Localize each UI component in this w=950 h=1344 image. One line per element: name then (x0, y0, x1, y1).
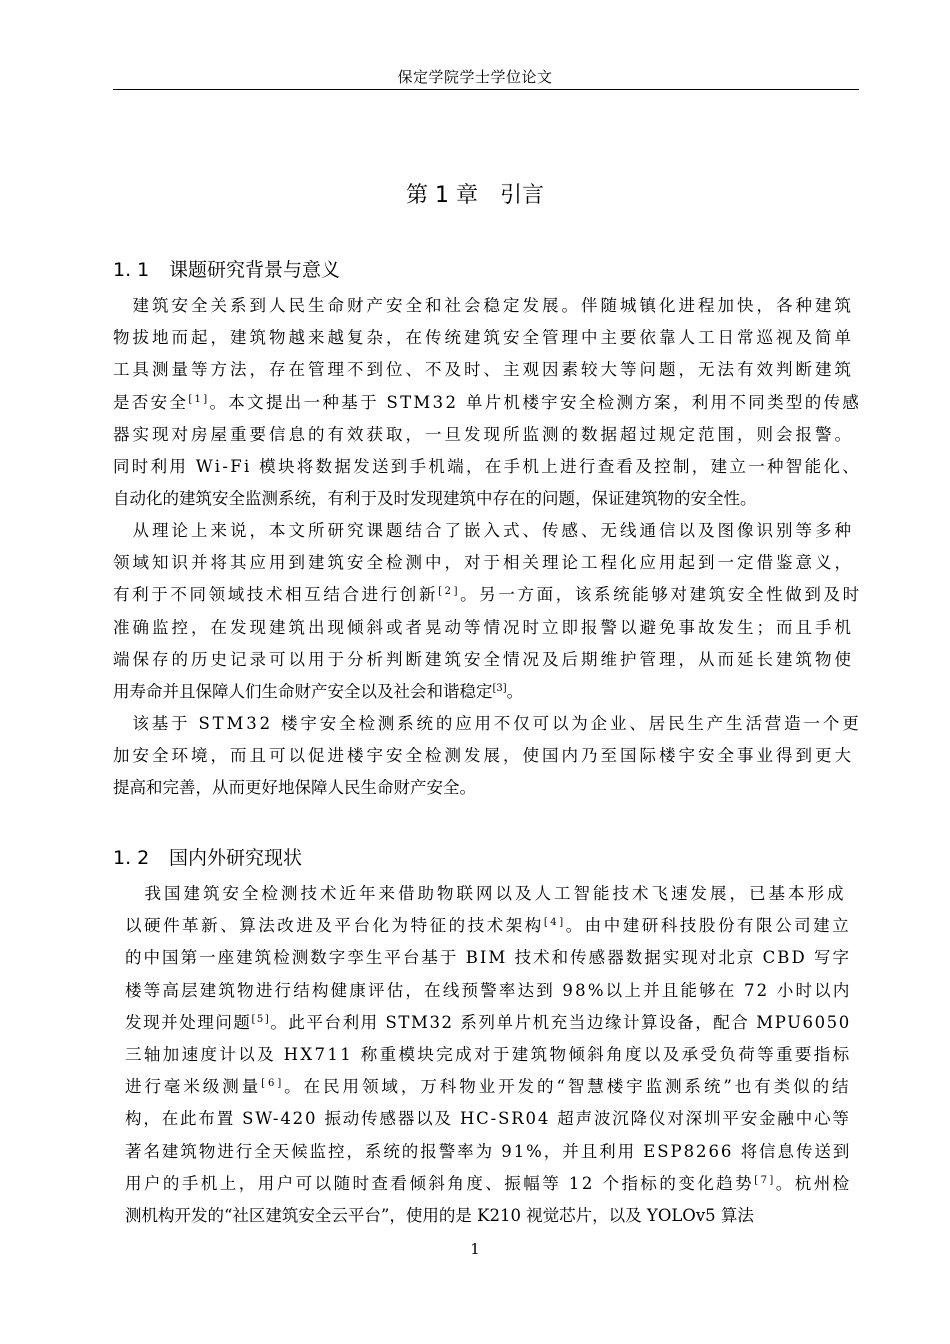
paragraph (113, 708, 862, 805)
text-line (125, 1200, 849, 1232)
chapter-title: 第 1 章 引言 (406, 183, 544, 208)
text-run: 该基于 STM32 楼宇安全检测系统的应用不仅可以为企业、居民生产生活营造一个更 (113, 714, 862, 733)
text-line (113, 322, 859, 354)
text-run: 自动化的建筑安全监测系统，有利于及时发现建筑中存在的问题，保证建筑物的安全性。 (113, 489, 757, 509)
text-run: 发现并处理问题 (125, 1012, 252, 1032)
text-line (113, 612, 859, 644)
text-line (113, 515, 859, 547)
citation-ref: [1] (188, 393, 210, 405)
text-line (125, 1071, 852, 1103)
text-run: 。此平台利用 STM32 系列单片机充当边缘计算设备，配合 MPU6050 (270, 1012, 851, 1032)
section-title: 国内外研究现状 (169, 847, 303, 869)
text-run: 。另一方面，该系统能够对建筑安全性做到及时 (460, 585, 862, 605)
text-run: 。本文提出一种基于 STM32 单片机楼宇安全检测方案，利用不同类型的传感 (209, 392, 862, 412)
text-run: 用户的手机上，用户可以随时查看倾斜角度、振幅等 12 个指标的变化趋势 (125, 1173, 755, 1193)
text-line (113, 644, 859, 676)
text-line (125, 975, 852, 1007)
text-line (125, 1103, 849, 1135)
running-header: 保定学院学士学位论文 (397, 68, 553, 86)
paragraph (113, 515, 862, 708)
text-run: 准确监控，在发现建筑出现倾斜或者晃动等情况时立即报警以避免事故发生；而且手机 (113, 617, 854, 637)
citation-ref: [5] (251, 1013, 271, 1025)
text-run: 物拔地而起，建筑物越来越复杂，在传统建筑安全管理中主要依靠人工日常巡视及简单 (113, 328, 854, 348)
text-run: 建筑安全关系到人民生命财产安全和社会稳定发展。伴随城镇化进程加快，各种建筑 (113, 296, 854, 315)
text-line (125, 1136, 852, 1168)
text-line (113, 290, 859, 322)
text-line (125, 910, 852, 942)
paragraph (113, 290, 862, 515)
text-run: 端保存的历史记录可以用于分析判断建筑安全情况及后期维护管理，从而延长建筑物使 (113, 649, 854, 669)
text-line (113, 740, 859, 772)
text-run: 。 (506, 682, 524, 702)
text-run: 从理论上来说，本文所研究课题结合了嵌入式、传感、无线通信以及图像识别等多种 (113, 521, 854, 540)
text-run: 领域知识并将其应用到建筑安全检测中，对于相关理论工程化应用起到一定借鉴意义， (113, 553, 854, 573)
text-run: 提高和完善，从而更好地保障人民生命财产安全。 (113, 778, 476, 798)
text-run: 是否安全 (113, 392, 189, 412)
section-number: 1. 2 (113, 847, 150, 869)
text-line (125, 942, 852, 974)
text-line (113, 451, 862, 483)
text-run: 。在民用领域，万科物业开发的“智慧楼宇监测系统”也有类似的结 (284, 1077, 852, 1097)
text-run: 同时利用 Wi-Fi 模块将数据发送到手机端，在手机上进行查看及控制，建立一种智能化、 (113, 457, 862, 477)
citation-ref: [3] (492, 683, 507, 695)
citation-ref: [2] (438, 586, 461, 598)
text-line (125, 1039, 852, 1071)
text-line (125, 878, 849, 910)
text-run: 用寿命并且保障人们生命财产安全以及社会和谐稳定 (113, 682, 493, 702)
text-line (113, 676, 859, 708)
text-run: 测机构开发的“社区建筑安全云平台”，使用的是 K210 视觉芯片，以及 YOLOv5 算法 (125, 1206, 754, 1226)
text-line (113, 772, 859, 804)
text-line (113, 354, 859, 386)
text-line (125, 1168, 852, 1200)
text-line (125, 1007, 849, 1039)
text-line (113, 579, 862, 611)
text-line (113, 419, 859, 451)
text-line (113, 483, 859, 515)
text-line (113, 547, 859, 579)
text-run: 进行毫米级测量 (125, 1077, 262, 1097)
text-run: 。由中建研科技股份有限公司建立 (565, 916, 852, 936)
text-run: 。杭州检 (775, 1173, 852, 1193)
section-heading-1-2 (113, 843, 302, 870)
text-run: 工具测量等方法，存在管理不到位、不及时、主观因素较大等问题，无法有效判断建筑 (113, 360, 854, 380)
text-line (113, 387, 862, 419)
text-run: 器实现对房屋重要信息的有效获取，一旦发现所监测的数据超过规定范围，则会报警。 (113, 424, 854, 444)
text-line (113, 708, 862, 740)
page-number: 1 (470, 1240, 480, 1258)
paragraph (125, 878, 852, 1232)
text-run: 以硬件革新、算法改进及平台化为特征的技术架构 (125, 916, 544, 936)
section-number: 1. 1 (113, 259, 150, 281)
citation-ref: [6] (261, 1078, 285, 1090)
section-title: 课题研究背景与意义 (169, 259, 341, 281)
text-run: 构，在此布置 SW-420 振动传感器以及 HC-SR04 超声波沉降仪对深圳平安金融中心等 (125, 1109, 851, 1129)
citation-ref: [7] (754, 1174, 776, 1186)
text-run: 三轴加速度计以及 HX711 称重模块完成对于建筑物倾斜角度以及承受负荷等重要指标 (125, 1045, 852, 1065)
text-run: 楼等高层建筑物进行结构健康评估，在线预警率达到 98%以上并且能够在 72 小时以内 (125, 980, 852, 1000)
header-divider (113, 89, 859, 90)
text-run: 我国建筑安全检测技术近年来借助物联网以及人工智能技术飞速发展，已基本形成 (125, 884, 847, 903)
text-run: 有利于不同领域技术相互结合进行创新 (113, 585, 439, 605)
text-run: 著名建筑物进行全天候监控，系统的报警率为 91%，并且利用 ESP8266 将信息传送到 (125, 1141, 852, 1161)
text-run: 的中国第一座建筑检测数字孪生平台基于 BIM 技术和传感器数据实现对北京 CBD 写字 (125, 948, 852, 968)
section-heading-1-1 (113, 255, 340, 282)
text-run: 加安全环境，而且可以促进楼宇安全检测发展，使国内乃至国际楼宇安全事业得到更大 (113, 746, 854, 766)
citation-ref: [4] (543, 917, 566, 929)
